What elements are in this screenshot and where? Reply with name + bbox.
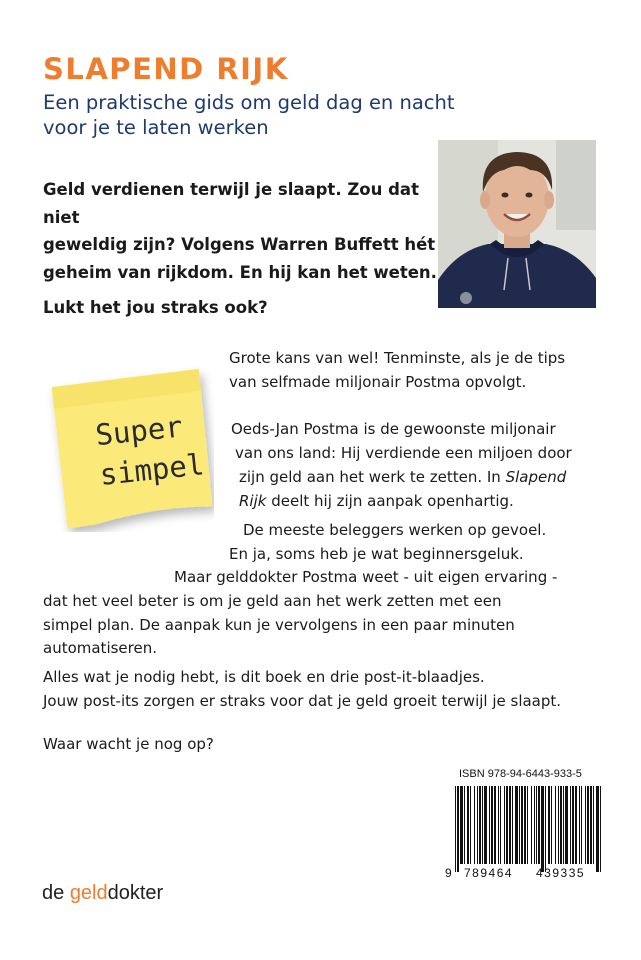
body-p2-line-3 xyxy=(239,466,566,490)
sticky-note-graphic xyxy=(42,362,214,532)
barcode-bar xyxy=(585,786,586,864)
book-subtitle xyxy=(43,90,583,140)
barcode-bar xyxy=(498,786,499,864)
subtitle-line-1: Een praktische gids om geld dag en nacht xyxy=(43,91,455,114)
body-p3-line-3: Maar gelddokter Postma weet - uit eigen ervaring - xyxy=(174,568,558,586)
barcode-bar xyxy=(509,786,511,864)
barcode-bar xyxy=(572,786,574,864)
barcode-bar xyxy=(541,786,544,872)
barcode-bar xyxy=(596,786,599,872)
body-p5-line-1: Waar wacht je nog op? xyxy=(43,735,214,753)
body-p3-line-2: En ja, soms heb je wat beginnersgeluk. xyxy=(229,545,524,563)
barcode-bar xyxy=(506,786,508,864)
barcode-bar xyxy=(524,786,526,864)
body-p3-line-1: De meeste beleggers werken op gevoel. xyxy=(243,521,547,539)
isbn-label: ISBN 978-94-6443-933-5 xyxy=(459,768,582,780)
barcode-bar xyxy=(521,786,523,864)
barcode-bar xyxy=(551,786,552,864)
barcode-bar xyxy=(600,786,601,872)
lead-line-1: Geld verdienen terwijl je slaapt. Zou dat niet xyxy=(43,180,419,227)
barcode-bar xyxy=(500,786,501,864)
barcode-bar xyxy=(560,786,562,864)
lead-line-3: geheim van rijkdom. En hij kan het weten. xyxy=(43,262,437,282)
barcode-bar xyxy=(548,786,550,864)
book-title-italic: Slapend xyxy=(505,468,567,486)
barcode-bar xyxy=(474,786,475,864)
author-portrait-image xyxy=(438,140,596,308)
barcode-bar xyxy=(477,786,478,864)
barcode-bar xyxy=(455,786,456,872)
barcode-bar xyxy=(538,786,540,864)
body-p1-line-1: Grote kans van wel! Tenminste, als je de tips xyxy=(229,349,566,367)
barcode-bar xyxy=(484,786,487,864)
barcode-bar xyxy=(563,786,564,864)
logo-prefix: de xyxy=(42,882,70,904)
barcode-digit-first: 9 xyxy=(445,866,452,880)
body-p2-line-4 xyxy=(239,490,514,514)
barcode-bar xyxy=(527,786,528,864)
book-title-italic-2: Rijk xyxy=(239,492,267,510)
barcode-bar xyxy=(536,786,537,864)
barcode-bar xyxy=(504,786,505,864)
body-p2-line-1: Oeds-Jan Postma is de gewoonste miljonair xyxy=(231,420,556,438)
logo-accent: geld xyxy=(69,882,108,904)
barcode-bar xyxy=(464,786,465,864)
barcode-bar xyxy=(482,786,483,864)
barcode-bar xyxy=(570,786,571,864)
barcode-bar xyxy=(489,786,490,864)
body-p2-line-4-text: deelt hij zijn aanpak openhartig. xyxy=(271,492,514,510)
barcode-bar xyxy=(581,786,582,864)
book-title: SLAPEND RIJK xyxy=(43,52,289,86)
body-p4-line-1: Alles wat je nodig hebt, is dit boek en drie post-it-blaadjes. xyxy=(43,668,485,686)
barcode-digits-right: 439335 xyxy=(536,866,586,880)
lead-question: Lukt het jou straks ook? xyxy=(43,298,268,317)
barcode-bar xyxy=(491,786,493,864)
subtitle-line-2: voor je te laten werken xyxy=(43,116,269,139)
barcode-bar xyxy=(494,786,496,864)
sticky-note-line-1: Super xyxy=(93,409,185,453)
barcode-bar xyxy=(593,786,594,864)
body-p2-line-2: van ons land: Hij verdiende een miljoen door xyxy=(235,444,572,462)
barcode-bar xyxy=(470,786,471,864)
lead-line-2: geweldig zijn? Volgens Warren Buffett hét xyxy=(43,235,436,254)
barcode-bar xyxy=(565,786,568,864)
barcode-bar xyxy=(515,786,518,864)
barcode-image xyxy=(453,786,603,872)
barcode-bar xyxy=(575,786,577,864)
barcode-bar xyxy=(558,786,559,864)
barcode-bar xyxy=(545,786,546,872)
body-p2-line-3-text: zijn geld aan het werk te zetten. In xyxy=(239,468,501,486)
body-p3-line-5: simpel plan. De aanpak kun je vervolgens in een paar minuten xyxy=(43,616,515,634)
barcode-digits-left: 789464 xyxy=(464,866,514,880)
barcode-bar xyxy=(579,786,580,864)
barcode-bar xyxy=(460,786,463,864)
body-p1-line-2: van selfmade miljonair Postma opvolgt. xyxy=(229,373,527,391)
body-p3-line-6: automatiseren. xyxy=(43,639,157,657)
barcode-bar xyxy=(534,786,535,864)
barcode-bar xyxy=(590,786,592,864)
barcode-bar xyxy=(457,786,459,872)
lead-paragraph xyxy=(43,176,438,322)
barcode-bar xyxy=(519,786,520,864)
barcode-bar xyxy=(479,786,481,864)
publisher-logo xyxy=(42,882,163,905)
body-p4-line-2: Jouw post-its zorgen er straks voor dat je geld groeit terwijl je slaapt. xyxy=(43,692,562,710)
barcode-bar xyxy=(587,786,589,864)
sticky-note xyxy=(42,362,214,532)
sticky-note-line-2: simpel xyxy=(98,447,206,493)
author-photo xyxy=(438,140,596,308)
barcode-bar xyxy=(467,786,469,864)
body-p3-line-4: dat het veel beter is om je geld aan het werk zetten met een xyxy=(43,592,502,610)
logo-suffix: dokter xyxy=(107,882,164,904)
barcode-bar xyxy=(512,786,513,864)
barcode-bar xyxy=(555,786,556,864)
barcode-bar xyxy=(531,786,532,864)
